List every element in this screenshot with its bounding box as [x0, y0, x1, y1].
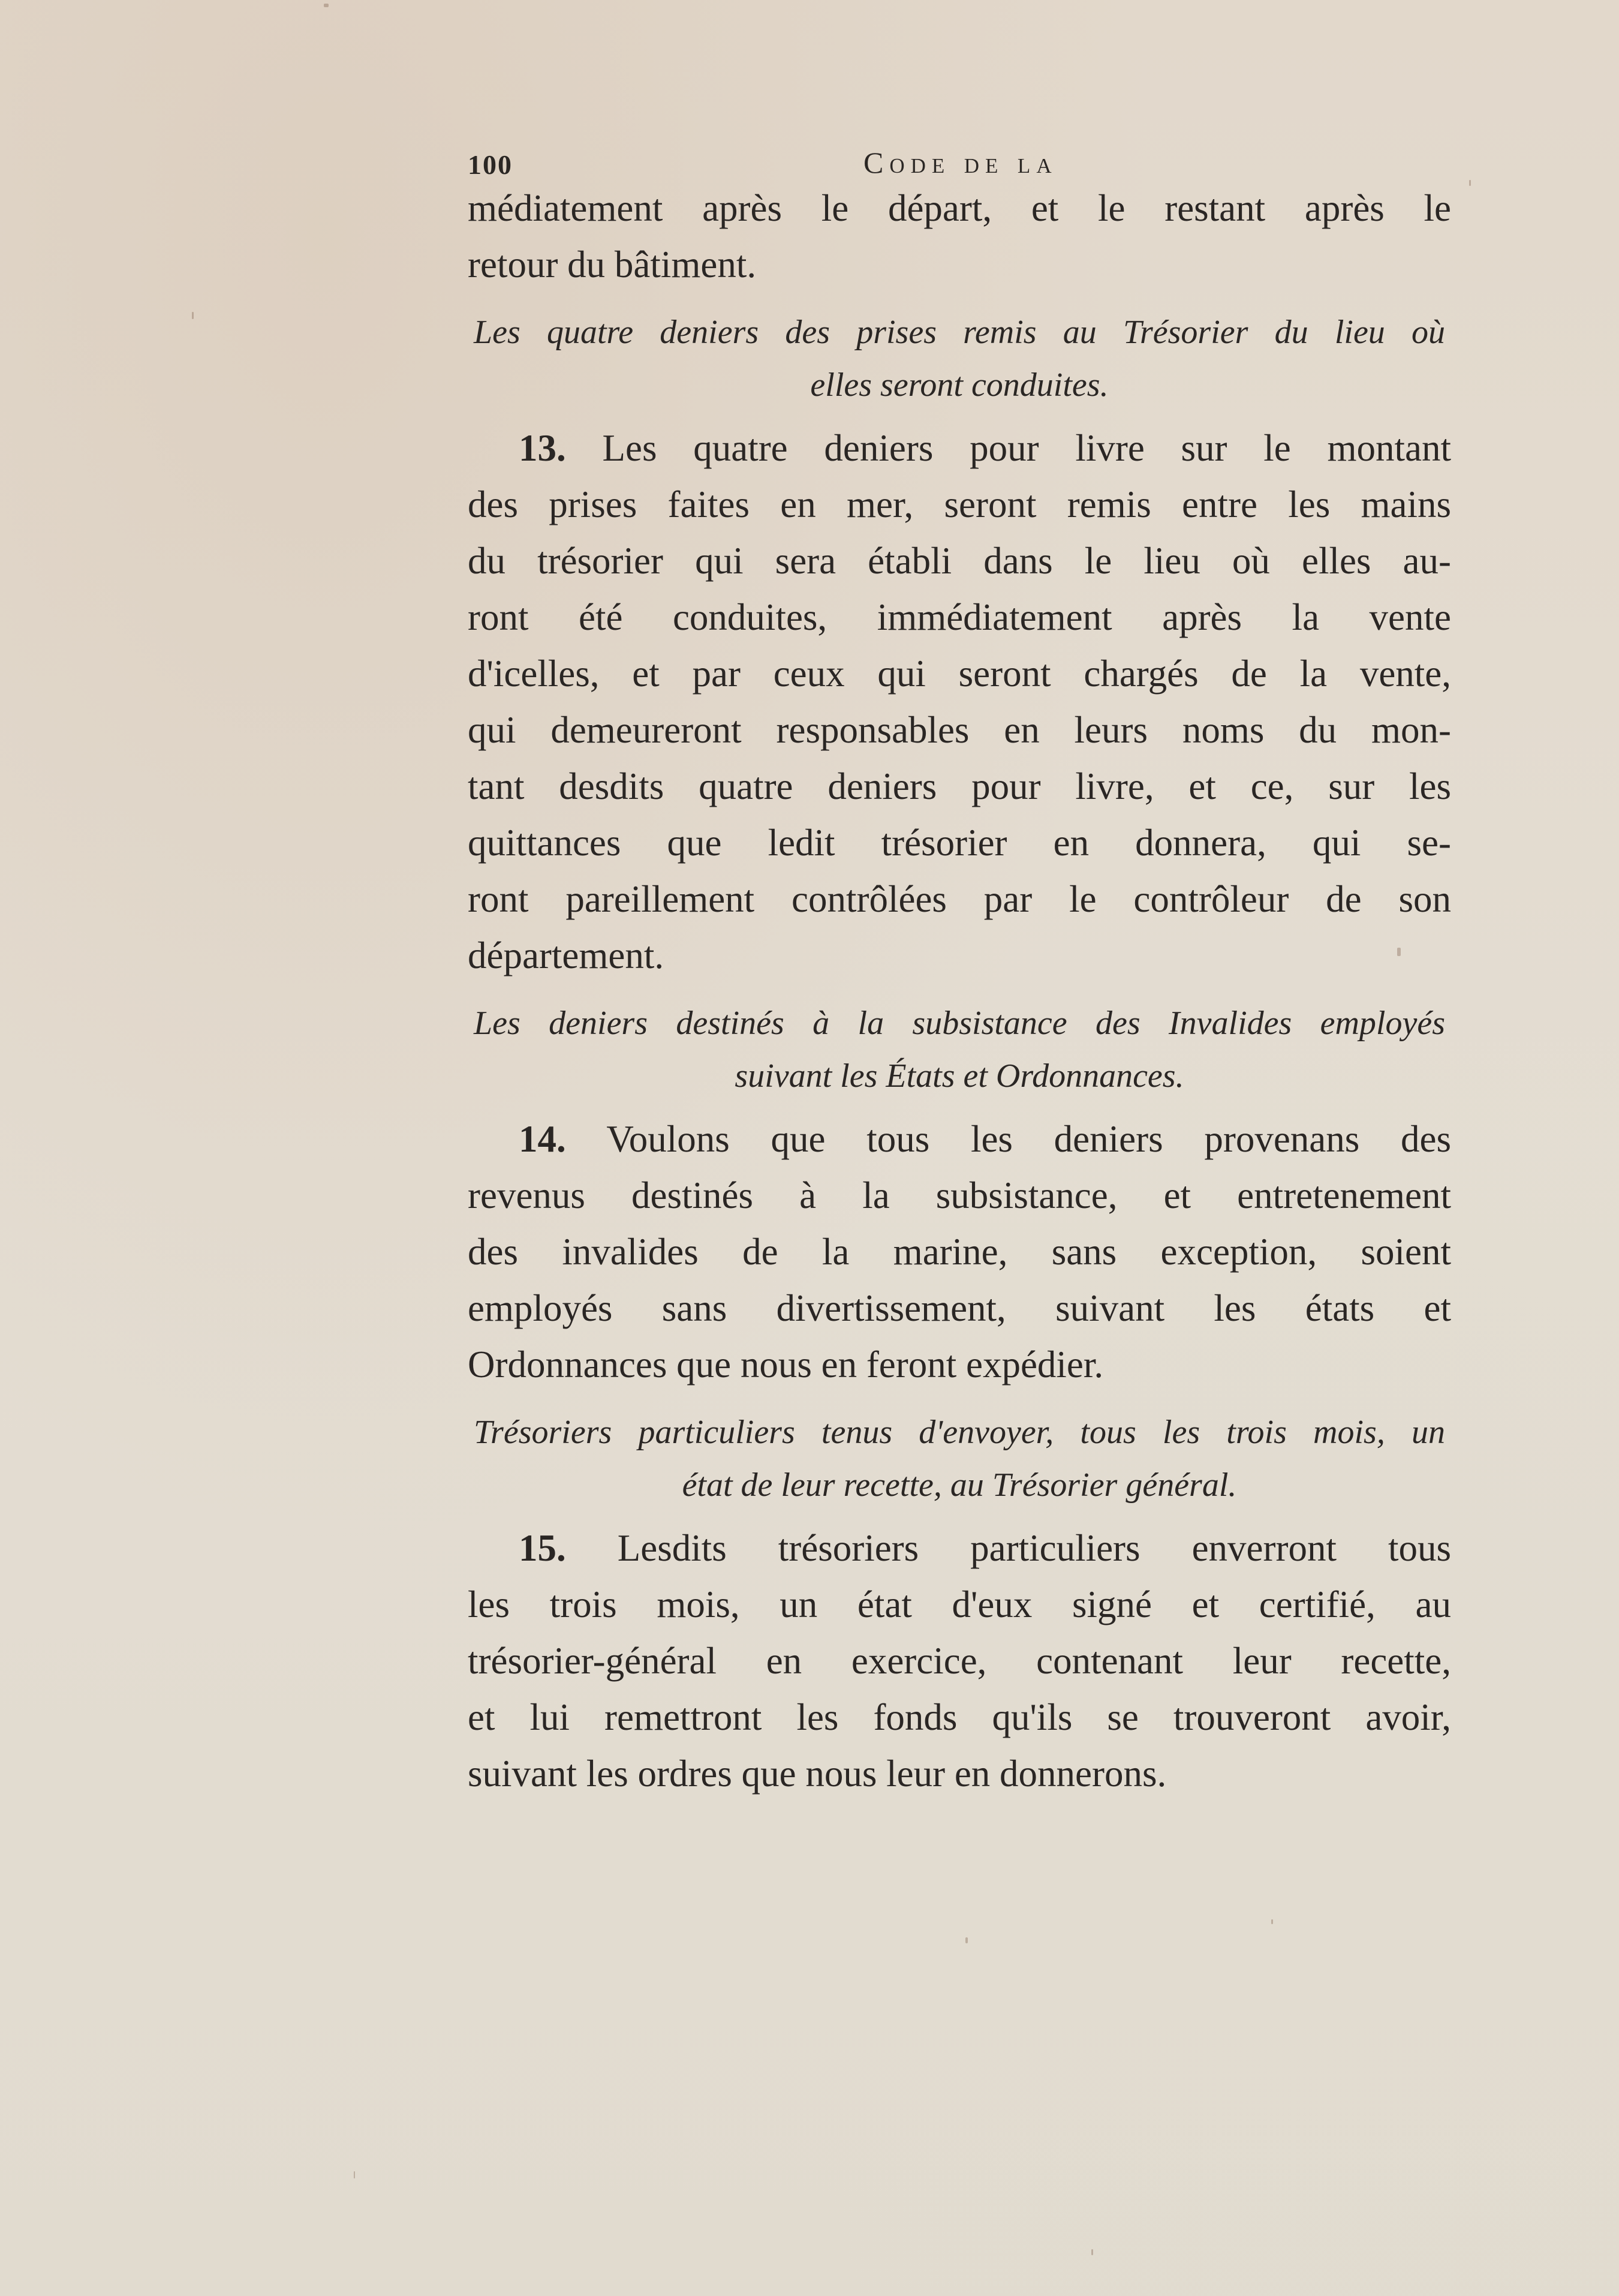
- text-line: médiatement après le départ, et le restant après le: [468, 187, 1451, 229]
- text-line: du trésorier qui sera établi dans le lieu où elles au-: [468, 540, 1451, 582]
- paper-speck: [1271, 1919, 1273, 1924]
- text-line: revenus destinés à la subsistance, et entretenement: [468, 1174, 1451, 1216]
- sidenote-line: suivant les États et Ordonnances.: [735, 1057, 1184, 1095]
- paper-speck: [965, 1937, 968, 1943]
- continuation-paragraph: [468, 180, 1451, 293]
- text-line: ront été conduites, immédiatement après la vente: [468, 596, 1451, 638]
- text-line: retour du bâtiment.: [468, 244, 757, 286]
- text-line: suivant les ordres que nous leur en donnerons.: [468, 1753, 1167, 1795]
- text-line: les trois mois, un état d'eux signé et certifié, au: [468, 1583, 1451, 1625]
- text-line: d'icelles, et par ceux qui seront chargés de la vente,: [468, 653, 1451, 695]
- sidenote-article-15: [468, 1406, 1451, 1511]
- text-line: et lui remettront les fonds qu'ils se trouveront avoir,: [468, 1696, 1451, 1738]
- text-line: qui demeureront responsables en leurs noms du mon-: [468, 709, 1451, 751]
- article-number: 14.: [519, 1118, 566, 1160]
- text-line: tant desdits quatre deniers pour livre, et ce, sur les: [468, 765, 1451, 807]
- article-first-line: Lesdits trésoriers particuliers enverront tous: [617, 1527, 1451, 1569]
- text-line: Ordonnances que nous en feront expédier.: [468, 1344, 1104, 1386]
- sidenote-line: elles seront conduites.: [810, 366, 1109, 404]
- paper-speck: [1397, 948, 1401, 956]
- paper-speck: [192, 312, 194, 319]
- text-line: [468, 1520, 1451, 1576]
- article-15: [468, 1520, 1451, 1802]
- page-number: 100: [468, 149, 513, 180]
- article-number: 15.: [519, 1527, 566, 1569]
- sidenote-article-13: [468, 306, 1451, 411]
- article-first-line: Les quatre deniers pour livre sur le montant: [602, 427, 1451, 469]
- paper-speck: [354, 2171, 355, 2178]
- paper-speck: [1469, 180, 1471, 186]
- text-line: ront pareillement contrôlées par le contrôleur de son: [468, 878, 1451, 920]
- text-line: [468, 420, 1451, 476]
- text-line: [468, 1111, 1451, 1167]
- article-13: [468, 420, 1451, 984]
- running-head: [468, 146, 1451, 185]
- text-line: trésorier-général en exercice, contenant leur recette,: [468, 1640, 1451, 1682]
- paper-speck: [324, 4, 329, 7]
- sidenote-line: Les quatre deniers des prises remis au Trésorier du lieu où: [474, 314, 1445, 351]
- text-line: des invalides de la marine, sans exception, soient: [468, 1231, 1451, 1273]
- text-line: des prises faites en mer, seront remis entre les mains: [468, 483, 1451, 525]
- article-number: 13.: [519, 427, 566, 469]
- text-line: employés sans divertissement, suivant les états et: [468, 1287, 1451, 1329]
- sidenote-line: Trésoriers particuliers tenus d'envoyer, tous les trois mois, un: [474, 1414, 1445, 1451]
- text-line: département.: [468, 934, 664, 976]
- article-14: [468, 1111, 1451, 1393]
- text-block: [468, 180, 1451, 1802]
- sidenote-line: état de leur recette, au Trésorier général.: [682, 1466, 1237, 1504]
- sidenote-line: Les deniers destinés à la subsistance des Invalides employés: [474, 1005, 1445, 1042]
- article-first-line: Voulons que tous les deniers provenans des: [606, 1118, 1451, 1160]
- text-line: quittances que ledit trésorier en donnera, qui se-: [468, 822, 1451, 864]
- sidenote-article-14: [468, 997, 1451, 1102]
- paper-speck: [1091, 2249, 1093, 2255]
- running-title: Code de la: [863, 146, 1058, 179]
